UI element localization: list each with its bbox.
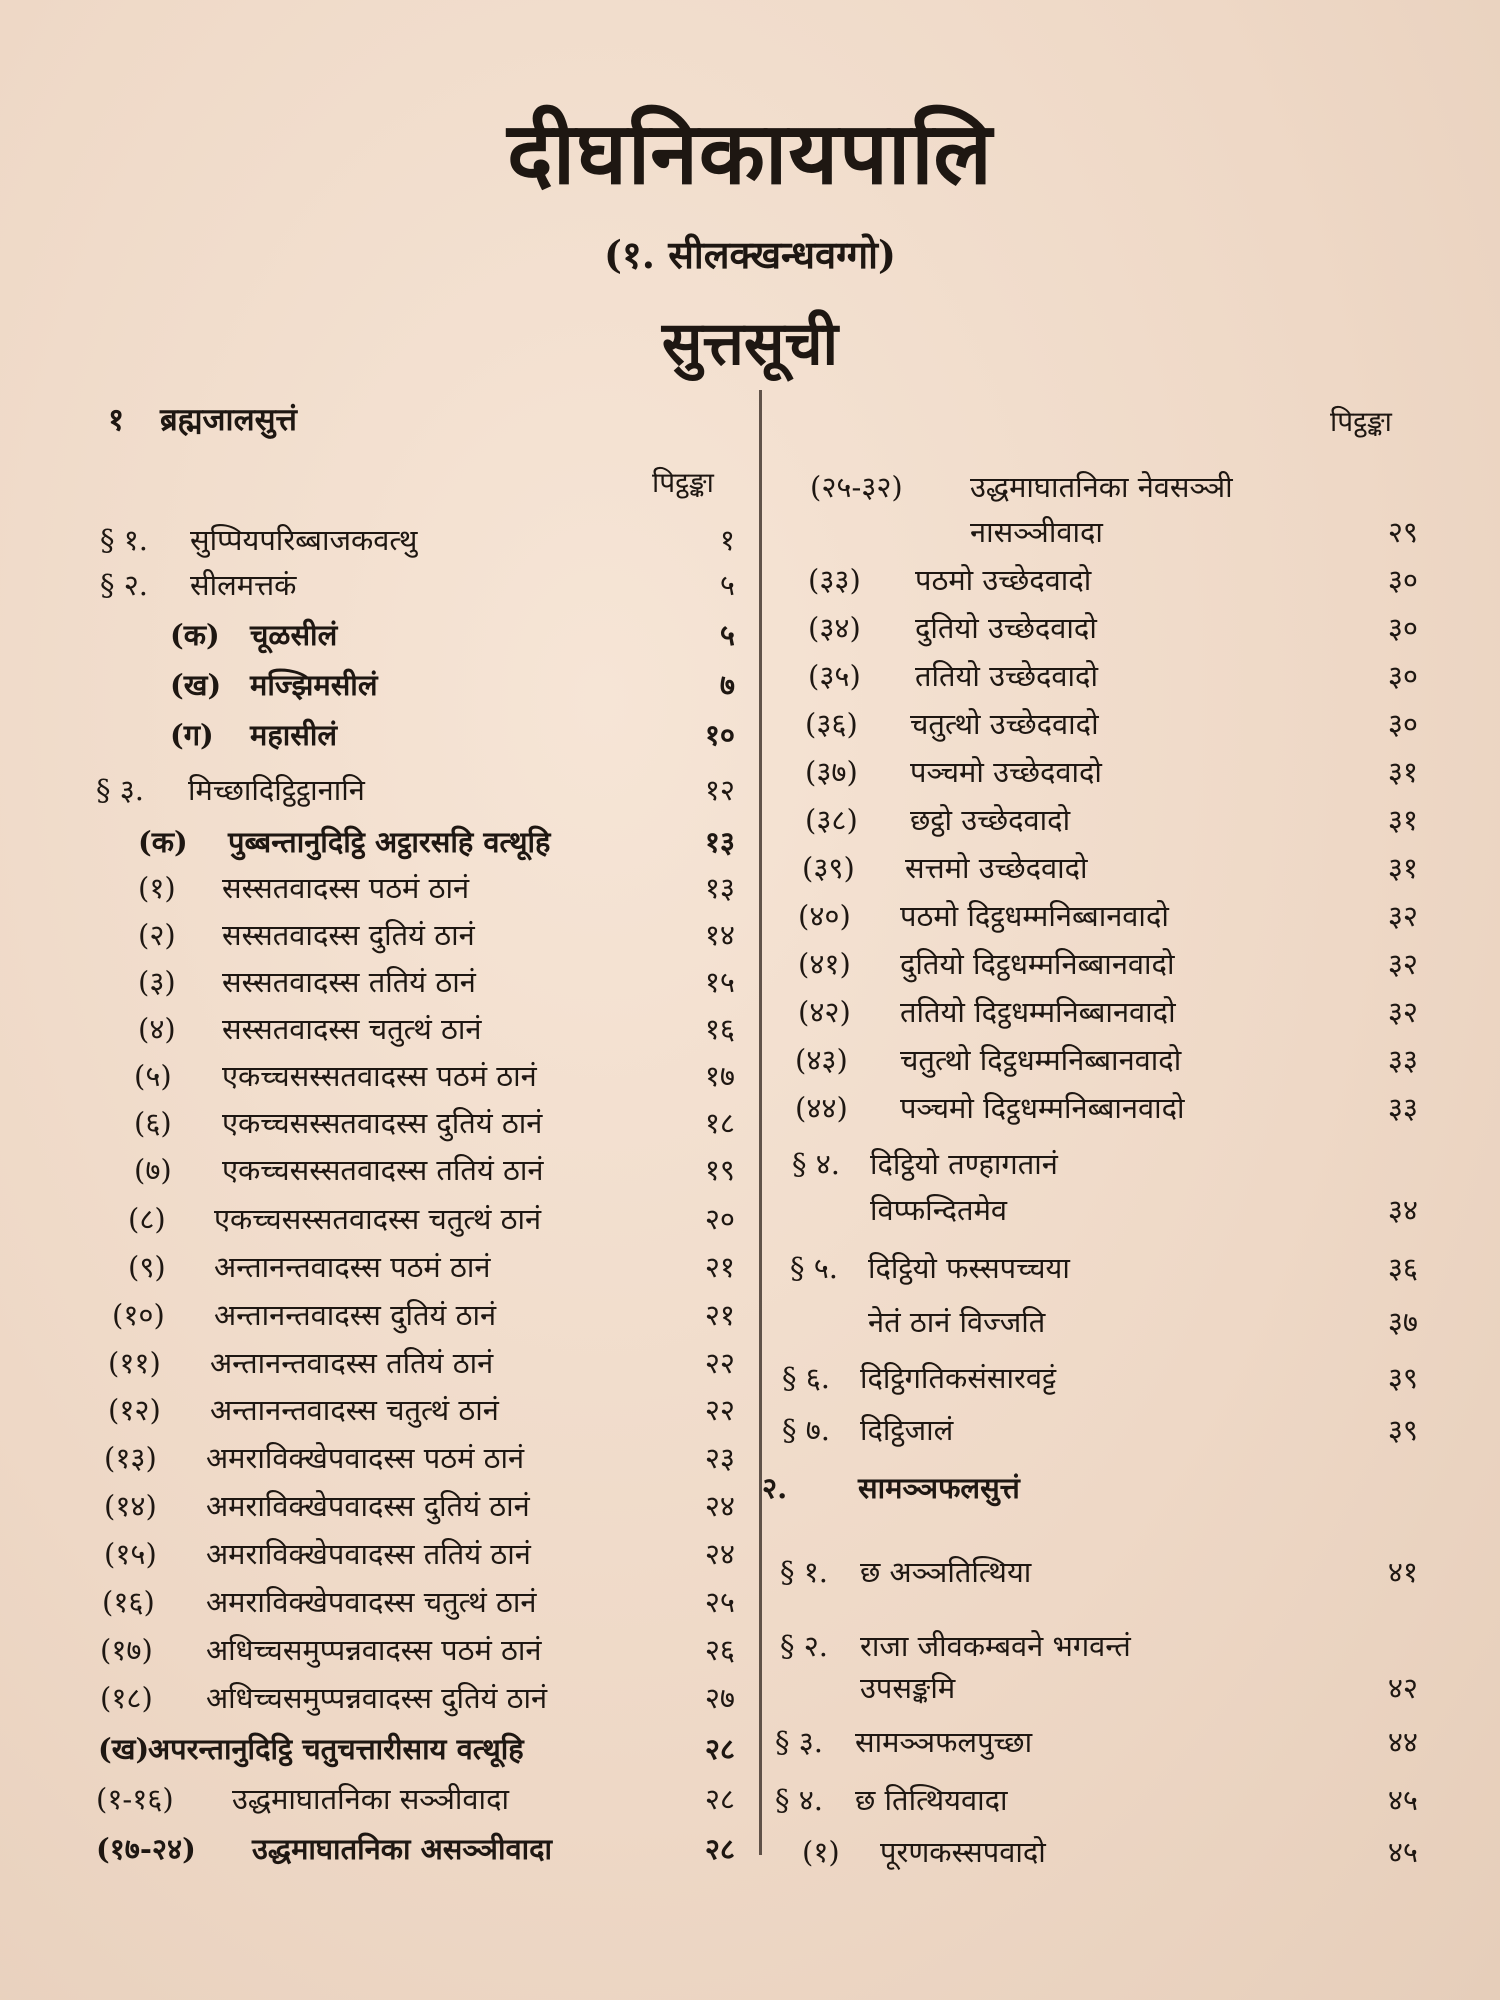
entry-number: (१३) xyxy=(104,1441,157,1475)
left-toc-entry xyxy=(134,1054,735,1098)
left-toc-entry xyxy=(100,563,735,607)
left-toc-entry xyxy=(108,398,735,442)
entry-title: सुप्पियपरिब्बाजकवत्थु xyxy=(190,523,418,557)
left-toc-entry xyxy=(138,1007,735,1051)
right-toc-entry xyxy=(795,1086,1418,1130)
entry-title: मिच्छादिट्ठिट्ठानानि xyxy=(188,773,365,807)
entry-title: अमराविक्खेपवादस्स चतुत्थं ठानं xyxy=(206,1585,537,1619)
entry-page-number: २७ xyxy=(704,1681,735,1715)
entry-title: एकच्चसस्सतवादस्स दुतियं ठानं xyxy=(222,1106,543,1140)
entry-title: सस्सतवादस्स ततियं ठानं xyxy=(222,965,476,999)
entry-page-number: ३२ xyxy=(1387,899,1418,933)
entry-page-number: ३६ xyxy=(1387,1251,1418,1285)
entry-page-number: १९ xyxy=(704,1153,735,1187)
entry-page-number: ४१ xyxy=(1387,1555,1418,1589)
entry-title: चूळसीलं xyxy=(250,618,338,652)
entry-number: § ७. xyxy=(782,1413,831,1447)
left-toc-entry xyxy=(170,713,735,757)
entry-number: (१०) xyxy=(112,1298,165,1332)
entry-page-number: ३० xyxy=(1387,563,1418,597)
entry-number: § १. xyxy=(780,1555,829,1589)
entry-page-number: ३४ xyxy=(1387,1193,1418,1227)
entry-title: एकच्चसस्सतवादस्स ततियं ठानं xyxy=(222,1153,544,1187)
entry-title: उद्धमाघातनिका सञ्ञीवादा xyxy=(232,1782,509,1816)
entry-title: चतुत्थो उच्छेदवादो xyxy=(910,707,1099,741)
entry-number: (१) xyxy=(802,1835,840,1869)
entry-page-number: ५ xyxy=(719,618,735,652)
entry-page-number: ७ xyxy=(719,668,735,702)
left-toc-entry xyxy=(98,1727,735,1771)
entry-page-number: ३१ xyxy=(1387,755,1418,789)
entry-page-number: १७ xyxy=(704,1059,735,1093)
entry-title: अन्तानन्तवादस्स ततियं ठानं xyxy=(210,1346,494,1380)
entry-title: विप्फन्दितमेव xyxy=(870,1193,1008,1227)
entry-number: (४१) xyxy=(798,947,851,981)
entry-number: (१७) xyxy=(100,1633,153,1667)
right-toc-entry xyxy=(780,1550,1418,1594)
right-toc-entry xyxy=(802,846,1418,890)
right-toc-entry xyxy=(810,510,1418,554)
entry-page-number: २२ xyxy=(704,1346,735,1380)
entry-page-number: १४ xyxy=(704,918,735,952)
entry-number: (४२) xyxy=(798,995,851,1029)
entry-page-number: १ xyxy=(719,523,735,557)
entry-number: (४४) xyxy=(795,1091,848,1125)
right-toc-entry xyxy=(810,465,1418,509)
entry-title: छ तित्थियवादा xyxy=(855,1783,1008,1817)
entry-page-number: २१ xyxy=(704,1250,735,1284)
right-toc-entry xyxy=(798,990,1418,1034)
entry-title: पुब्बन्तानुदिट्ठि अट्ठारसहि वत्थूहि xyxy=(228,825,551,859)
entry-number: (ख) xyxy=(98,1732,150,1766)
right-toc-entry xyxy=(795,1038,1418,1082)
entry-number: (४) xyxy=(138,1012,176,1046)
entry-number: (२) xyxy=(138,918,176,952)
left-toc-entry xyxy=(170,663,735,707)
entry-number: (१२) xyxy=(108,1393,161,1427)
entry-number: § ६. xyxy=(782,1361,831,1395)
left-toc-entry xyxy=(138,913,735,957)
column-divider xyxy=(759,390,762,1855)
entry-title: एकच्चसस्सतवादस्स पठमं ठानं xyxy=(222,1059,537,1093)
entry-title: नेतं ठानं विज्जति xyxy=(868,1305,1046,1339)
entry-number: (३६) xyxy=(805,707,858,741)
left-toc-entry xyxy=(134,1101,735,1145)
entry-title: सस्सतवादस्स चतुत्थं ठानं xyxy=(222,1012,482,1046)
entry-number: (ग) xyxy=(170,718,214,752)
entry-page-number: १३ xyxy=(704,825,735,859)
entry-number: (३७) xyxy=(805,755,858,789)
entry-title: सस्सतवादस्स पठमं ठानं xyxy=(222,871,470,905)
entry-page-number: १३ xyxy=(704,871,735,905)
left-toc-entry xyxy=(96,768,735,812)
entry-title: ततियो उच्छेदवादो xyxy=(915,659,1098,693)
right-toc-entry xyxy=(808,654,1418,698)
entry-number: (८) xyxy=(128,1202,166,1236)
left-toc-entry xyxy=(104,1484,735,1528)
right-toc-entry xyxy=(780,1624,1418,1668)
entry-number: § ३. xyxy=(775,1725,824,1759)
entry-page-number: २० xyxy=(704,1202,735,1236)
entry-page-number: २२ xyxy=(704,1393,735,1427)
entry-number: २. xyxy=(762,1471,788,1505)
entry-number: § ४. xyxy=(792,1147,841,1181)
left-page-column-label: पिट्ठङ्का xyxy=(652,466,714,499)
entry-number: (४३) xyxy=(795,1043,848,1077)
entry-title: नासञ्ञीवादा xyxy=(970,515,1103,549)
entry-title: सीलमत्तकं xyxy=(190,568,297,602)
entry-number: § २. xyxy=(780,1629,829,1663)
left-toc-entry xyxy=(96,1827,735,1871)
entry-page-number: २४ xyxy=(704,1537,735,1571)
entry-title: पञ्चमो दिट्ठधम्मनिब्बानवादो xyxy=(900,1091,1185,1125)
entry-number: (९) xyxy=(128,1250,166,1284)
entry-number: (१-१६) xyxy=(96,1782,174,1816)
entry-title: दिट्ठिजालं xyxy=(860,1413,954,1447)
left-toc-entry xyxy=(128,1245,735,1289)
entry-page-number: ३३ xyxy=(1387,1091,1418,1125)
right-toc-entry xyxy=(798,942,1418,986)
entry-title: राजा जीवकम्बवने भगवन्तं xyxy=(860,1629,1131,1663)
entry-title: अन्तानन्तवादस्स चतुत्थं ठानं xyxy=(210,1393,499,1427)
entry-page-number: २८ xyxy=(704,1832,735,1866)
entry-title: अमराविक्खेपवादस्स दुतियं ठानं xyxy=(206,1489,530,1523)
right-toc-entry xyxy=(808,606,1418,650)
right-toc-entry xyxy=(805,798,1418,842)
entry-number: (३९) xyxy=(802,851,855,885)
left-toc-entry xyxy=(108,1388,735,1432)
entry-title: अधिच्चसमुप्पन्नवादस्स पठमं ठानं xyxy=(206,1633,542,1667)
entry-page-number: ४४ xyxy=(1387,1725,1418,1759)
entry-page-number: १६ xyxy=(704,1012,735,1046)
entry-number: (१५) xyxy=(104,1537,157,1571)
entry-page-number: ३० xyxy=(1387,611,1418,645)
entry-page-number: ३२ xyxy=(1387,947,1418,981)
right-toc-entry xyxy=(798,894,1418,938)
right-toc-entry xyxy=(790,1246,1418,1290)
right-toc-entry xyxy=(782,1408,1418,1452)
entry-number: (३३) xyxy=(808,563,861,597)
entry-title: एकच्चसस्सतवादस्स चतुत्थं ठानं xyxy=(214,1202,542,1236)
entry-page-number: ३० xyxy=(1387,707,1418,741)
entry-title: अन्तानन्तवादस्स पठमं ठानं xyxy=(214,1250,491,1284)
entry-page-number: २९ xyxy=(1387,515,1418,549)
left-toc-entry xyxy=(108,1341,735,1385)
entry-number: (३८) xyxy=(805,803,858,837)
entry-title: पञ्चमो उच्छेदवादो xyxy=(910,755,1102,789)
right-toc-entry xyxy=(808,558,1418,602)
right-toc-entry xyxy=(775,1720,1418,1764)
entry-title: महासीलं xyxy=(250,718,338,752)
entry-page-number: १८ xyxy=(704,1106,735,1140)
entry-number: § ५. xyxy=(790,1251,839,1285)
left-toc-entry xyxy=(102,1580,735,1624)
entry-title: दुतियो दिट्ठधम्मनिब्बानवादो xyxy=(900,947,1175,981)
entry-number: (४०) xyxy=(798,899,851,933)
left-toc-entry xyxy=(138,820,735,864)
entry-number: (३) xyxy=(138,965,176,999)
right-toc-entry xyxy=(802,1830,1418,1874)
right-page-column-label: पिट्ठङ्का xyxy=(1330,405,1392,438)
entry-title: सामञ्ञफलसुत्तं xyxy=(858,1471,1020,1505)
entry-page-number: १० xyxy=(704,718,735,752)
entry-title: सामञ्ञफलपुच्छा xyxy=(855,1725,1033,1759)
entry-page-number: ३२ xyxy=(1387,995,1418,1029)
entry-page-number: ३७ xyxy=(1387,1305,1418,1339)
right-toc-entry xyxy=(775,1778,1418,1822)
entry-title: अन्तानन्तवादस्स दुतियं ठानं xyxy=(214,1298,497,1332)
entry-number: (१) xyxy=(138,871,176,905)
right-toc-entry xyxy=(780,1666,1418,1710)
right-toc-entry xyxy=(790,1300,1418,1344)
entry-title: पठमो उच्छेदवादो xyxy=(915,563,1092,597)
entry-page-number: २६ xyxy=(704,1633,735,1667)
left-toc-entry xyxy=(100,1676,735,1720)
entry-number: (१७-२४) xyxy=(96,1832,196,1866)
entry-page-number: ४५ xyxy=(1387,1783,1418,1817)
entry-page-number: ३१ xyxy=(1387,851,1418,885)
entry-page-number: २८ xyxy=(704,1782,735,1816)
subtitle: (१. सीलक्खन्धवग्गो) xyxy=(604,232,896,277)
entry-page-number: ५ xyxy=(719,568,735,602)
entry-number: § १. xyxy=(100,523,149,557)
right-toc-entry xyxy=(762,1466,1418,1510)
entry-page-number: २५ xyxy=(704,1585,735,1619)
entry-number: (क) xyxy=(170,618,220,652)
entry-number: (११) xyxy=(108,1346,161,1380)
entry-title: सस्सतवादस्स दुतियं ठानं xyxy=(222,918,475,952)
left-toc-entry xyxy=(100,1628,735,1672)
entry-title: उपसङ्कमि xyxy=(860,1671,956,1705)
left-toc-entry xyxy=(138,960,735,1004)
right-toc-entry xyxy=(782,1356,1418,1400)
left-toc-entry xyxy=(96,1777,735,1821)
entry-title: मज्झिमसीलं xyxy=(250,668,378,702)
entry-title: दुतियो उच्छेदवादो xyxy=(915,611,1097,645)
entry-number: § २. xyxy=(100,568,149,602)
page-title: दीघनिकायपालि xyxy=(507,103,993,204)
entry-title: अधिच्चसमुप्पन्नवादस्स दुतियं ठानं xyxy=(206,1681,548,1715)
entry-page-number: २८ xyxy=(704,1732,735,1766)
left-toc-entry xyxy=(104,1436,735,1480)
entry-title: पठमो दिट्ठधम्मनिब्बानवादो xyxy=(900,899,1169,933)
entry-title: छट्ठो उच्छेदवादो xyxy=(910,803,1071,837)
toc-heading: सुत्तसूची xyxy=(661,309,839,379)
entry-number: (क) xyxy=(138,825,188,859)
entry-title: उद्धमाघातनिका असञ्ञीवादा xyxy=(252,1832,553,1866)
entry-title: अमराविक्खेपवादस्स ततियं ठानं xyxy=(206,1537,531,1571)
entry-page-number: ३१ xyxy=(1387,803,1418,837)
entry-number: (ख) xyxy=(170,668,222,702)
left-toc-entry xyxy=(112,1293,735,1337)
entry-title: दिट्ठियो फस्सपच्चया xyxy=(868,1251,1070,1285)
left-toc-entry xyxy=(104,1532,735,1576)
entry-page-number: २४ xyxy=(704,1489,735,1523)
entry-title: सत्तमो उच्छेदवादो xyxy=(905,851,1088,885)
entry-number: (६) xyxy=(134,1106,172,1140)
entry-title: पूरणकस्सपवादो xyxy=(880,1835,1046,1869)
entry-page-number: ३९ xyxy=(1387,1361,1418,1395)
entry-number: (१६) xyxy=(102,1585,155,1619)
entry-page-number: १२ xyxy=(704,773,735,807)
right-toc-entry xyxy=(805,750,1418,794)
left-toc-entry xyxy=(134,1148,735,1192)
entry-number: (२५-३२) xyxy=(810,470,903,504)
entry-number: § ४. xyxy=(775,1783,824,1817)
entry-title: दिट्ठिगतिकसंसारवट्टं xyxy=(860,1361,1057,1395)
entry-number: § ३. xyxy=(96,773,145,807)
entry-page-number: ३३ xyxy=(1387,1043,1418,1077)
entry-title: अपरन्तानुदिट्ठि चतुचत्तारीसाय वत्थूहि xyxy=(148,1732,524,1766)
right-toc-entry xyxy=(792,1142,1418,1186)
entry-number: (१४) xyxy=(104,1489,157,1523)
entry-number: (५) xyxy=(134,1059,172,1093)
entry-title: चतुत्थो दिट्ठधम्मनिब्बानवादो xyxy=(900,1043,1182,1077)
right-toc-entry xyxy=(805,702,1418,746)
left-toc-entry xyxy=(100,518,735,562)
entry-title: अमराविक्खेपवादस्स पठमं ठानं xyxy=(206,1441,525,1475)
entry-page-number: ४२ xyxy=(1387,1671,1418,1705)
entry-number: (३५) xyxy=(808,659,861,693)
entry-title: ततियो दिट्ठधम्मनिब्बानवादो xyxy=(900,995,1176,1029)
entry-page-number: २१ xyxy=(704,1298,735,1332)
entry-page-number: ३० xyxy=(1387,659,1418,693)
entry-title: दिट्ठियो तण्हागतानं xyxy=(870,1147,1058,1181)
entry-number: १ xyxy=(108,402,125,438)
left-toc-entry xyxy=(138,866,735,910)
entry-title: ब्रह्मजालसुत्तं xyxy=(160,402,297,438)
entry-page-number: १५ xyxy=(704,965,735,999)
left-toc-entry xyxy=(170,613,735,657)
left-toc-entry xyxy=(128,1197,735,1241)
entry-page-number: २३ xyxy=(704,1441,735,1475)
entry-page-number: ४५ xyxy=(1387,1835,1418,1869)
right-toc-entry xyxy=(792,1188,1418,1232)
entry-number: (१८) xyxy=(100,1681,153,1715)
entry-number: (७) xyxy=(134,1153,172,1187)
entry-number: (३४) xyxy=(808,611,861,645)
entry-title: उद्धमाघातनिका नेवसञ्ञी xyxy=(970,470,1233,504)
entry-page-number: ३९ xyxy=(1387,1413,1418,1447)
entry-title: छ अञ्ञतित्थिया xyxy=(860,1555,1032,1589)
